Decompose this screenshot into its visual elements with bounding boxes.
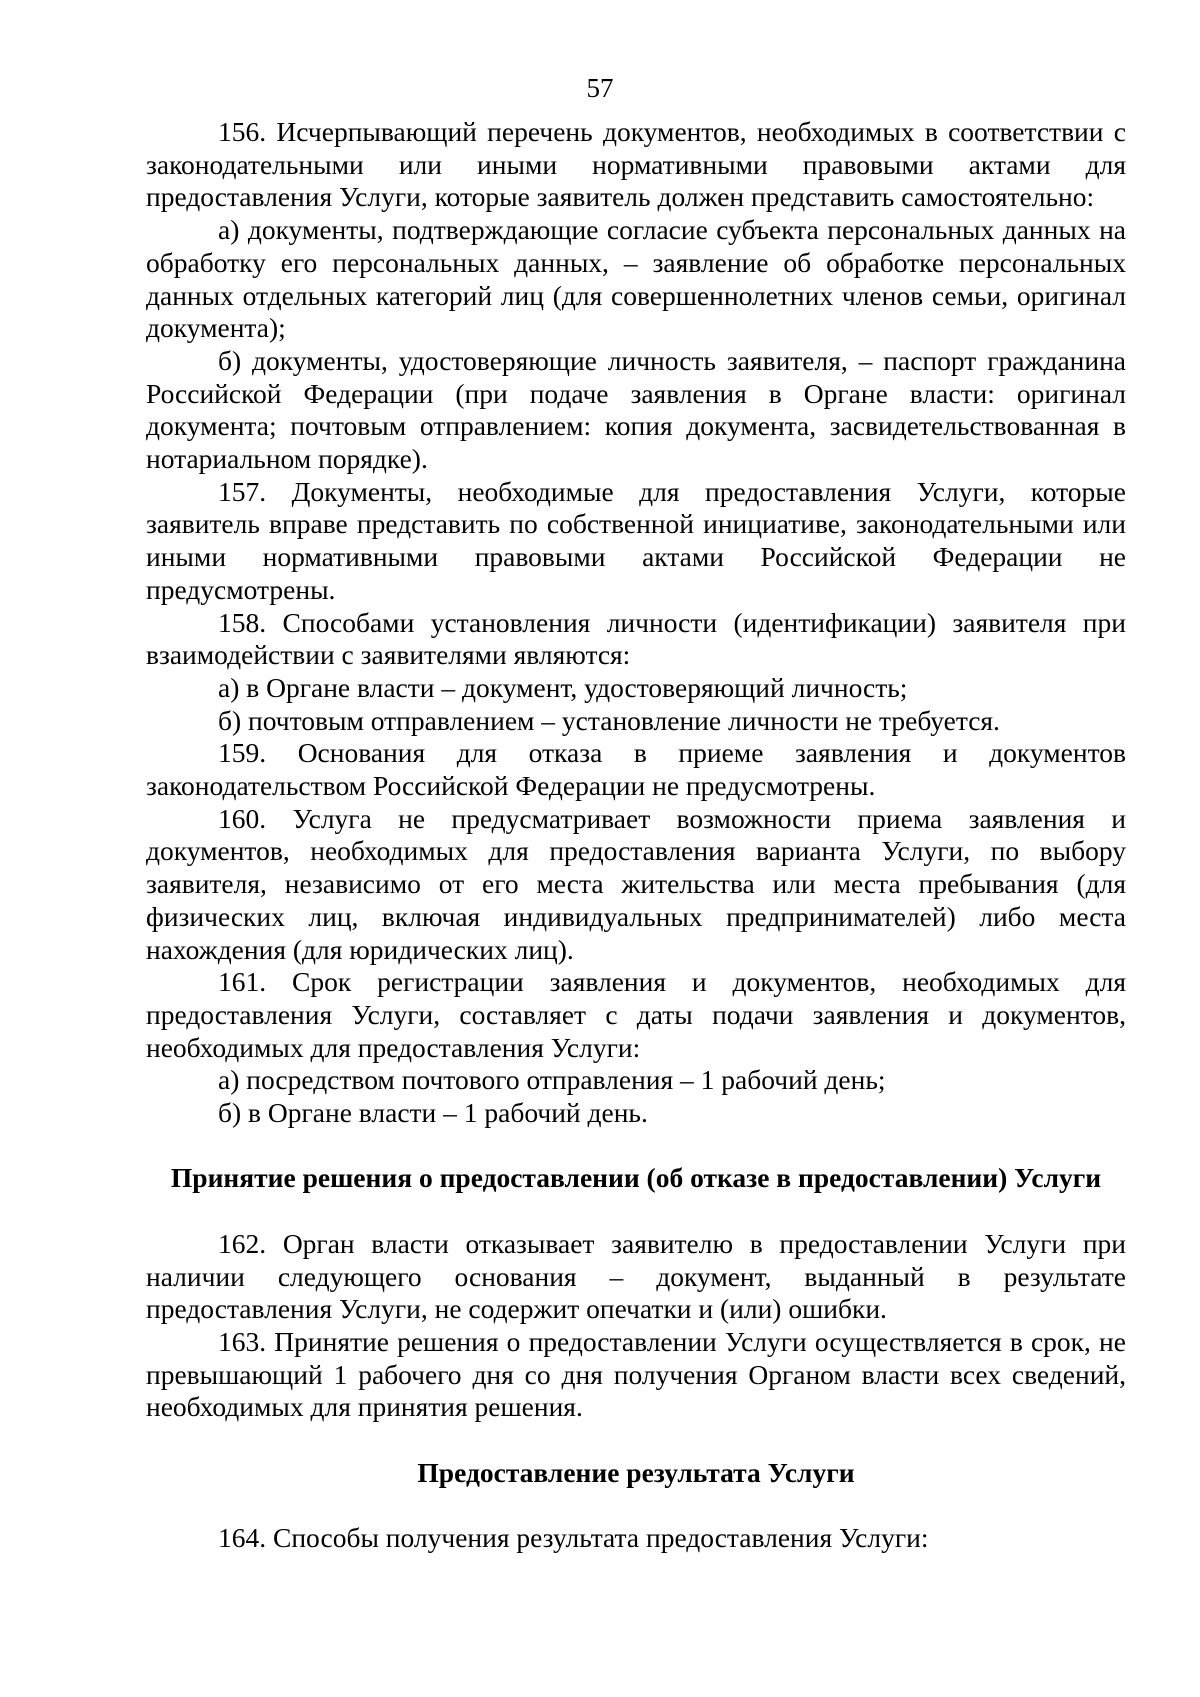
page-number: 57 <box>586 73 614 103</box>
paragraph-157: 157. Документы, необходимые для предоставления Услуги, которые заявитель вправе представить по собственной инициативе, законодательными или иными нормативными правовыми актами Российской Федерации не предусмотрены. <box>146 475 1126 605</box>
paragraph-156-a: а) документы, подтверждающие согласие субъекта персональных данных на обработку его персональных данных, – заявление об обработке персональных данных отдельных категорий лиц (для совершеннолетних членов семьи, оригинал документа); <box>146 214 1126 344</box>
paragraph-159: 159. Основания для отказа в приеме заявления и документов законодательством Российской Федерации не предусмотрены. <box>146 737 1126 802</box>
section-heading-decision: Принятие решения о предоставлении (об отказе в предоставлении) Услуги <box>170 1162 1102 1194</box>
paragraph-158: 158. Способами установления личности (идентификации) заявителя при взаимодействии с заявителями являются: <box>146 606 1126 671</box>
paragraph-161: 161. Срок регистрации заявления и документов, необходимых для предоставления Услуги, составляет с даты подачи заявления и документов, необходимых для предоставления Услуги: <box>146 966 1126 1063</box>
paragraph-162: 162. Орган власти отказывает заявителю в предоставлении Услуги при наличии следующего основания – документ, выданный в результате предоставления Услуги, не содержит опечатки и (или) ошибки. <box>146 1227 1126 1325</box>
document-body <box>146 116 1126 1555</box>
paragraph-158-b: б) почтовым отправлением – установление личности не требуется. <box>218 704 1000 736</box>
paragraph-163: 163. Принятие решения о предоставлении Услуги осуществляется в срок, не превышающий 1 рабочего дня со дня получения Органом власти всех сведений, необходимых для принятия решения. <box>146 1325 1126 1423</box>
paragraph-156: 156. Исчерпывающий перечень документов, необходимых в соответствии с законодательными или иными нормативными правовыми актами для предоставления Услуги, которые заявитель должен представить самостоятельно: <box>146 116 1126 213</box>
section-heading-result: Предоставление результата Услуги <box>417 1456 855 1488</box>
paragraph-161-b: б) в Органе власти – 1 рабочий день. <box>218 1097 648 1129</box>
paragraph-158-a: а) в Органе власти – документ, удостоверяющий личность; <box>218 671 908 703</box>
paragraph-156-b: б) документы, удостоверяющие личность заявителя, – паспорт гражданина Российской Федерации (при подаче заявления в Органе власти: оригинал документа; почтовым отправлением: копия документа, засвидетельствованная в нотариальном порядке). <box>146 344 1126 475</box>
paragraph-164: 164. Способы получения результата предоставления Услуги: <box>218 1522 929 1554</box>
paragraph-160: 160. Услуга не предусматривает возможности приема заявления и документов, необходимых для предоставления варианта Услуги, по выбору заявителя, независимо от его места жительства или места пребывания (для физических лиц, включая индивидуальных предпринимателей) либо места нахождения (для юридических лиц). <box>146 802 1126 965</box>
paragraph-161-a: а) посредством почтового отправления – 1 рабочий день; <box>218 1064 886 1096</box>
